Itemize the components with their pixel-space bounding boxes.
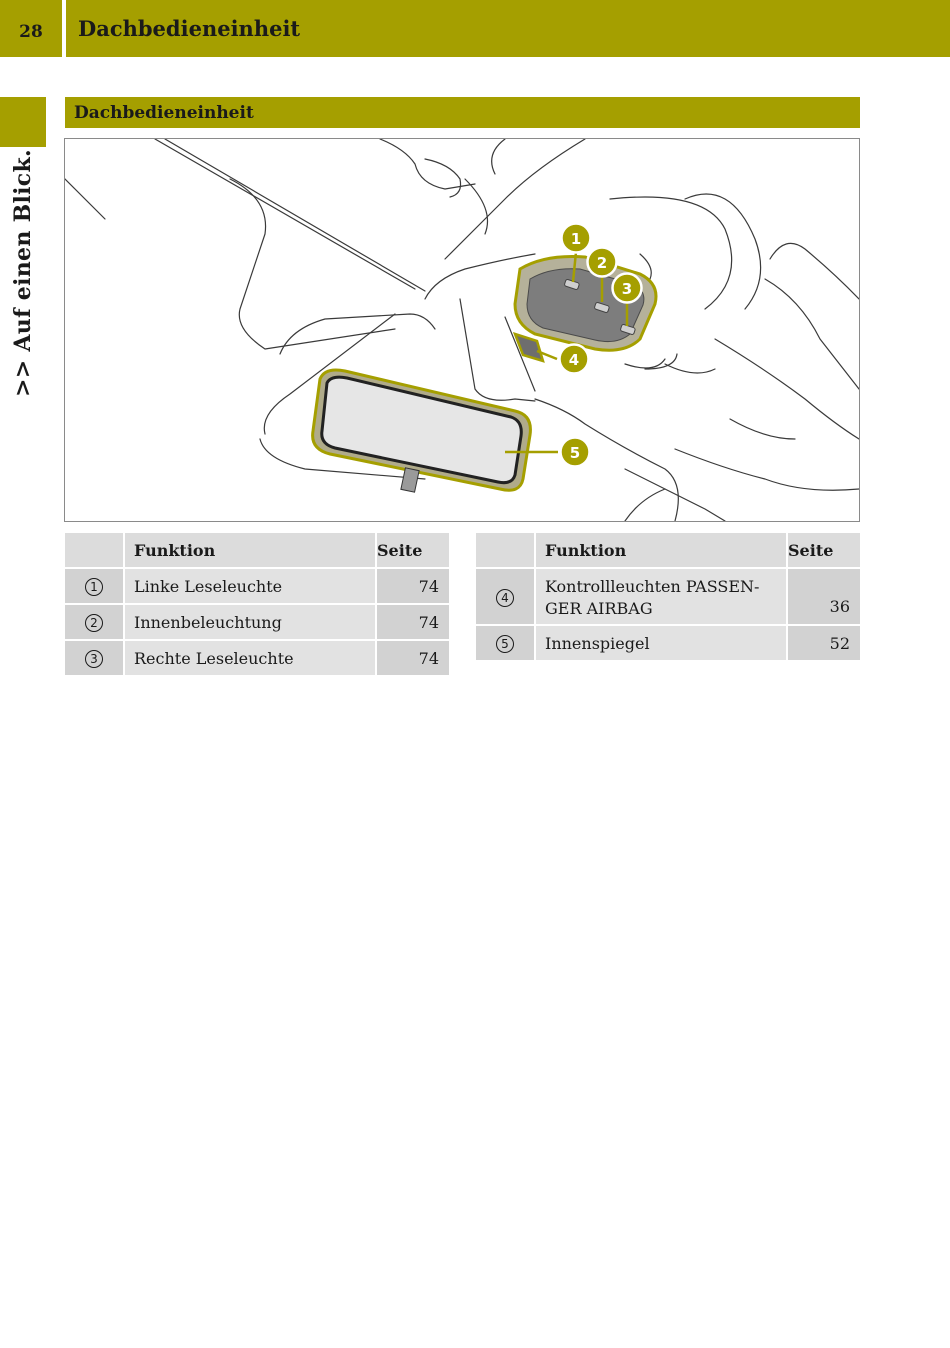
function-text-line: Kontrollleuchten PASSEN- [545, 577, 760, 596]
item-number-cell [476, 626, 536, 662]
chapter-title: Dachbedieneinheit [66, 0, 950, 57]
item-number-badge: 4 [496, 589, 514, 607]
page-reference[interactable]: 74 [377, 605, 449, 641]
page-number: 28 [0, 0, 62, 57]
reference-table-right [476, 533, 860, 662]
reference-table-left [65, 533, 449, 677]
callout-4-label: 4 [568, 351, 580, 369]
item-number-cell [65, 569, 125, 605]
side-tab-label: >> Auf einen Blick. [10, 148, 36, 397]
table-row [65, 641, 449, 677]
page-column-header: Seite [788, 533, 860, 569]
function-cell: Innenspiegel [536, 626, 788, 662]
table-row [65, 569, 449, 605]
item-number-cell [476, 569, 536, 626]
callout-5-label: 5 [569, 444, 581, 462]
function-text-line: GER AIRBAG [545, 599, 653, 618]
table-row [65, 605, 449, 641]
page-reference[interactable]: 36 [788, 569, 860, 626]
item-number-badge: 2 [85, 614, 103, 632]
function-cell: Rechte Leseleuchte [125, 641, 377, 677]
side-tab [0, 148, 46, 397]
number-column-header [476, 533, 536, 569]
item-number-cell [65, 641, 125, 677]
section-title: Dachbedieneinheit [65, 97, 860, 128]
item-number-cell [65, 605, 125, 641]
item-number-badge: 1 [85, 578, 103, 596]
function-cell: Linke Leseleuchte [125, 569, 377, 605]
table-header-row [65, 533, 449, 569]
callout-1-label: 1 [570, 230, 582, 248]
number-column-header [65, 533, 125, 569]
table-header-row [476, 533, 860, 569]
page-column-header: Seite [377, 533, 449, 569]
page-reference[interactable]: 74 [377, 569, 449, 605]
page-reference[interactable]: 74 [377, 641, 449, 677]
item-number-badge: 5 [496, 635, 514, 653]
callout-2-label: 2 [596, 254, 608, 272]
table-row [476, 569, 860, 626]
function-cell [536, 569, 788, 626]
page-reference[interactable]: 52 [788, 626, 860, 662]
item-number-badge: 3 [85, 650, 103, 668]
function-column-header: Funktion [125, 533, 377, 569]
table-row [476, 626, 860, 662]
function-cell: Innenbeleuchtung [125, 605, 377, 641]
function-column-header: Funktion [536, 533, 788, 569]
overhead-control-illustration [64, 138, 860, 522]
side-tab-marker [0, 97, 46, 147]
callout-3-label: 3 [621, 280, 633, 298]
